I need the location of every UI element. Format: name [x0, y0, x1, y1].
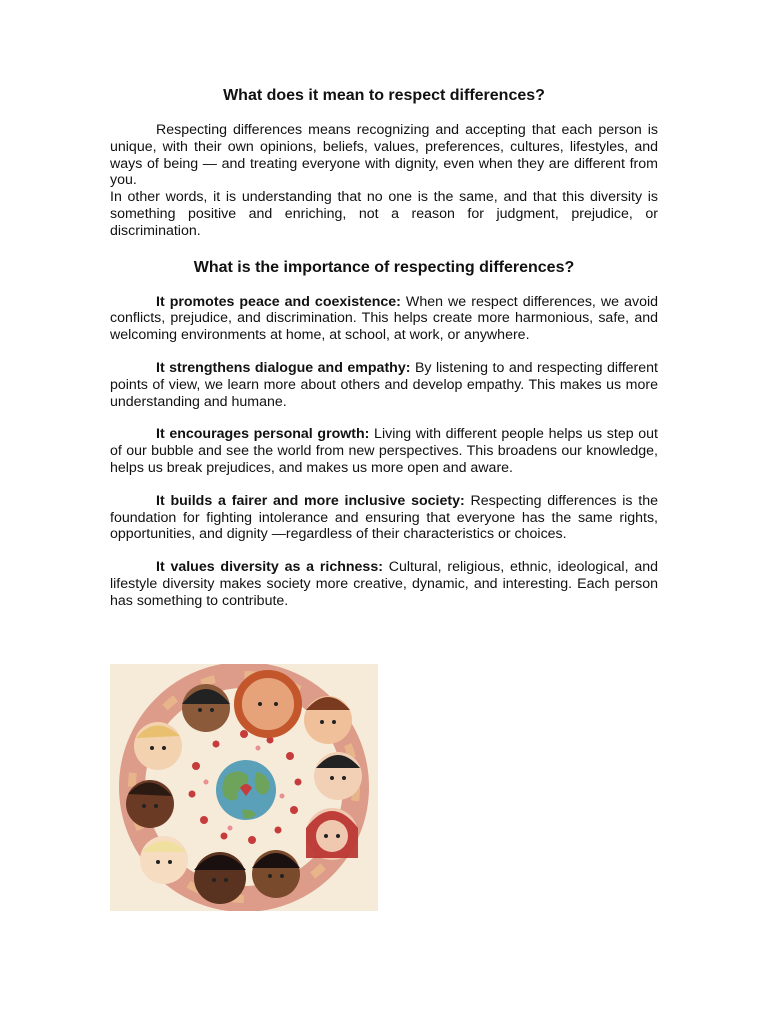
point-peace — [110, 294, 658, 344]
point-text: Living with different people helps us step out of our bubble and see the world from new perspectives. This broadens our knowledge, helps us break prejudices, and makes us more open and aware. — [110, 426, 658, 476]
point-inclusive — [110, 493, 658, 543]
children-circle-illustration — [110, 664, 378, 911]
point-text: Respecting differences is the foundation for fighting intolerance and ensuring that everyone has the same rights, opportunities, and dignity —regardless of their characteristics or choices. — [110, 492, 659, 543]
point-heading: It builds a fairer and more inclusive society: — [156, 492, 465, 509]
intro-paragraph-2: In other words, it is understanding that no one is the same, and that this diversity is something positive and enriching, not a reason for judgment, prejudice, or discrimination. — [110, 189, 658, 239]
section-heading: What is the importance of respecting differences? — [193, 258, 575, 276]
point-heading: It values diversity as a richness: — [156, 559, 383, 576]
point-heading: It promotes peace and coexistence: — [156, 293, 401, 310]
globe-icon — [216, 760, 276, 820]
point-growth — [110, 426, 658, 476]
point-dialogue — [110, 360, 658, 410]
point-heading: It encourages personal growth: — [156, 426, 370, 443]
point-diversity — [110, 559, 658, 609]
point-heading: It strengthens dialogue and empathy: — [156, 359, 411, 376]
point-text: Cultural, religious, ethnic, ideological, and lifestyle diversity makes society more creative, dynamic, and interesting. Each person has something to contribute. — [110, 559, 658, 609]
intro-paragraph: Respecting differences means recognizing and accepting that each person is unique, with their own opinions, beliefs, values, preferences, cultures, lifestyles, and ways of being — and treating everyone with dignity, even when they are different from you. — [110, 122, 658, 189]
point-text: When we respect differences, we avoid conflicts, prejudice, and discrimination. This helps create more harmonious, safe, and welcoming environments at home, at school, at work, or anywhere. — [110, 293, 659, 344]
diversity-illustration — [110, 664, 378, 911]
document-page — [110, 86, 658, 626]
point-text: By listening to and respecting different points of view, we learn more about others and develop empathy. This makes us more understanding and humane. — [110, 359, 658, 410]
page-title: What does it mean to respect differences? — [223, 87, 545, 104]
